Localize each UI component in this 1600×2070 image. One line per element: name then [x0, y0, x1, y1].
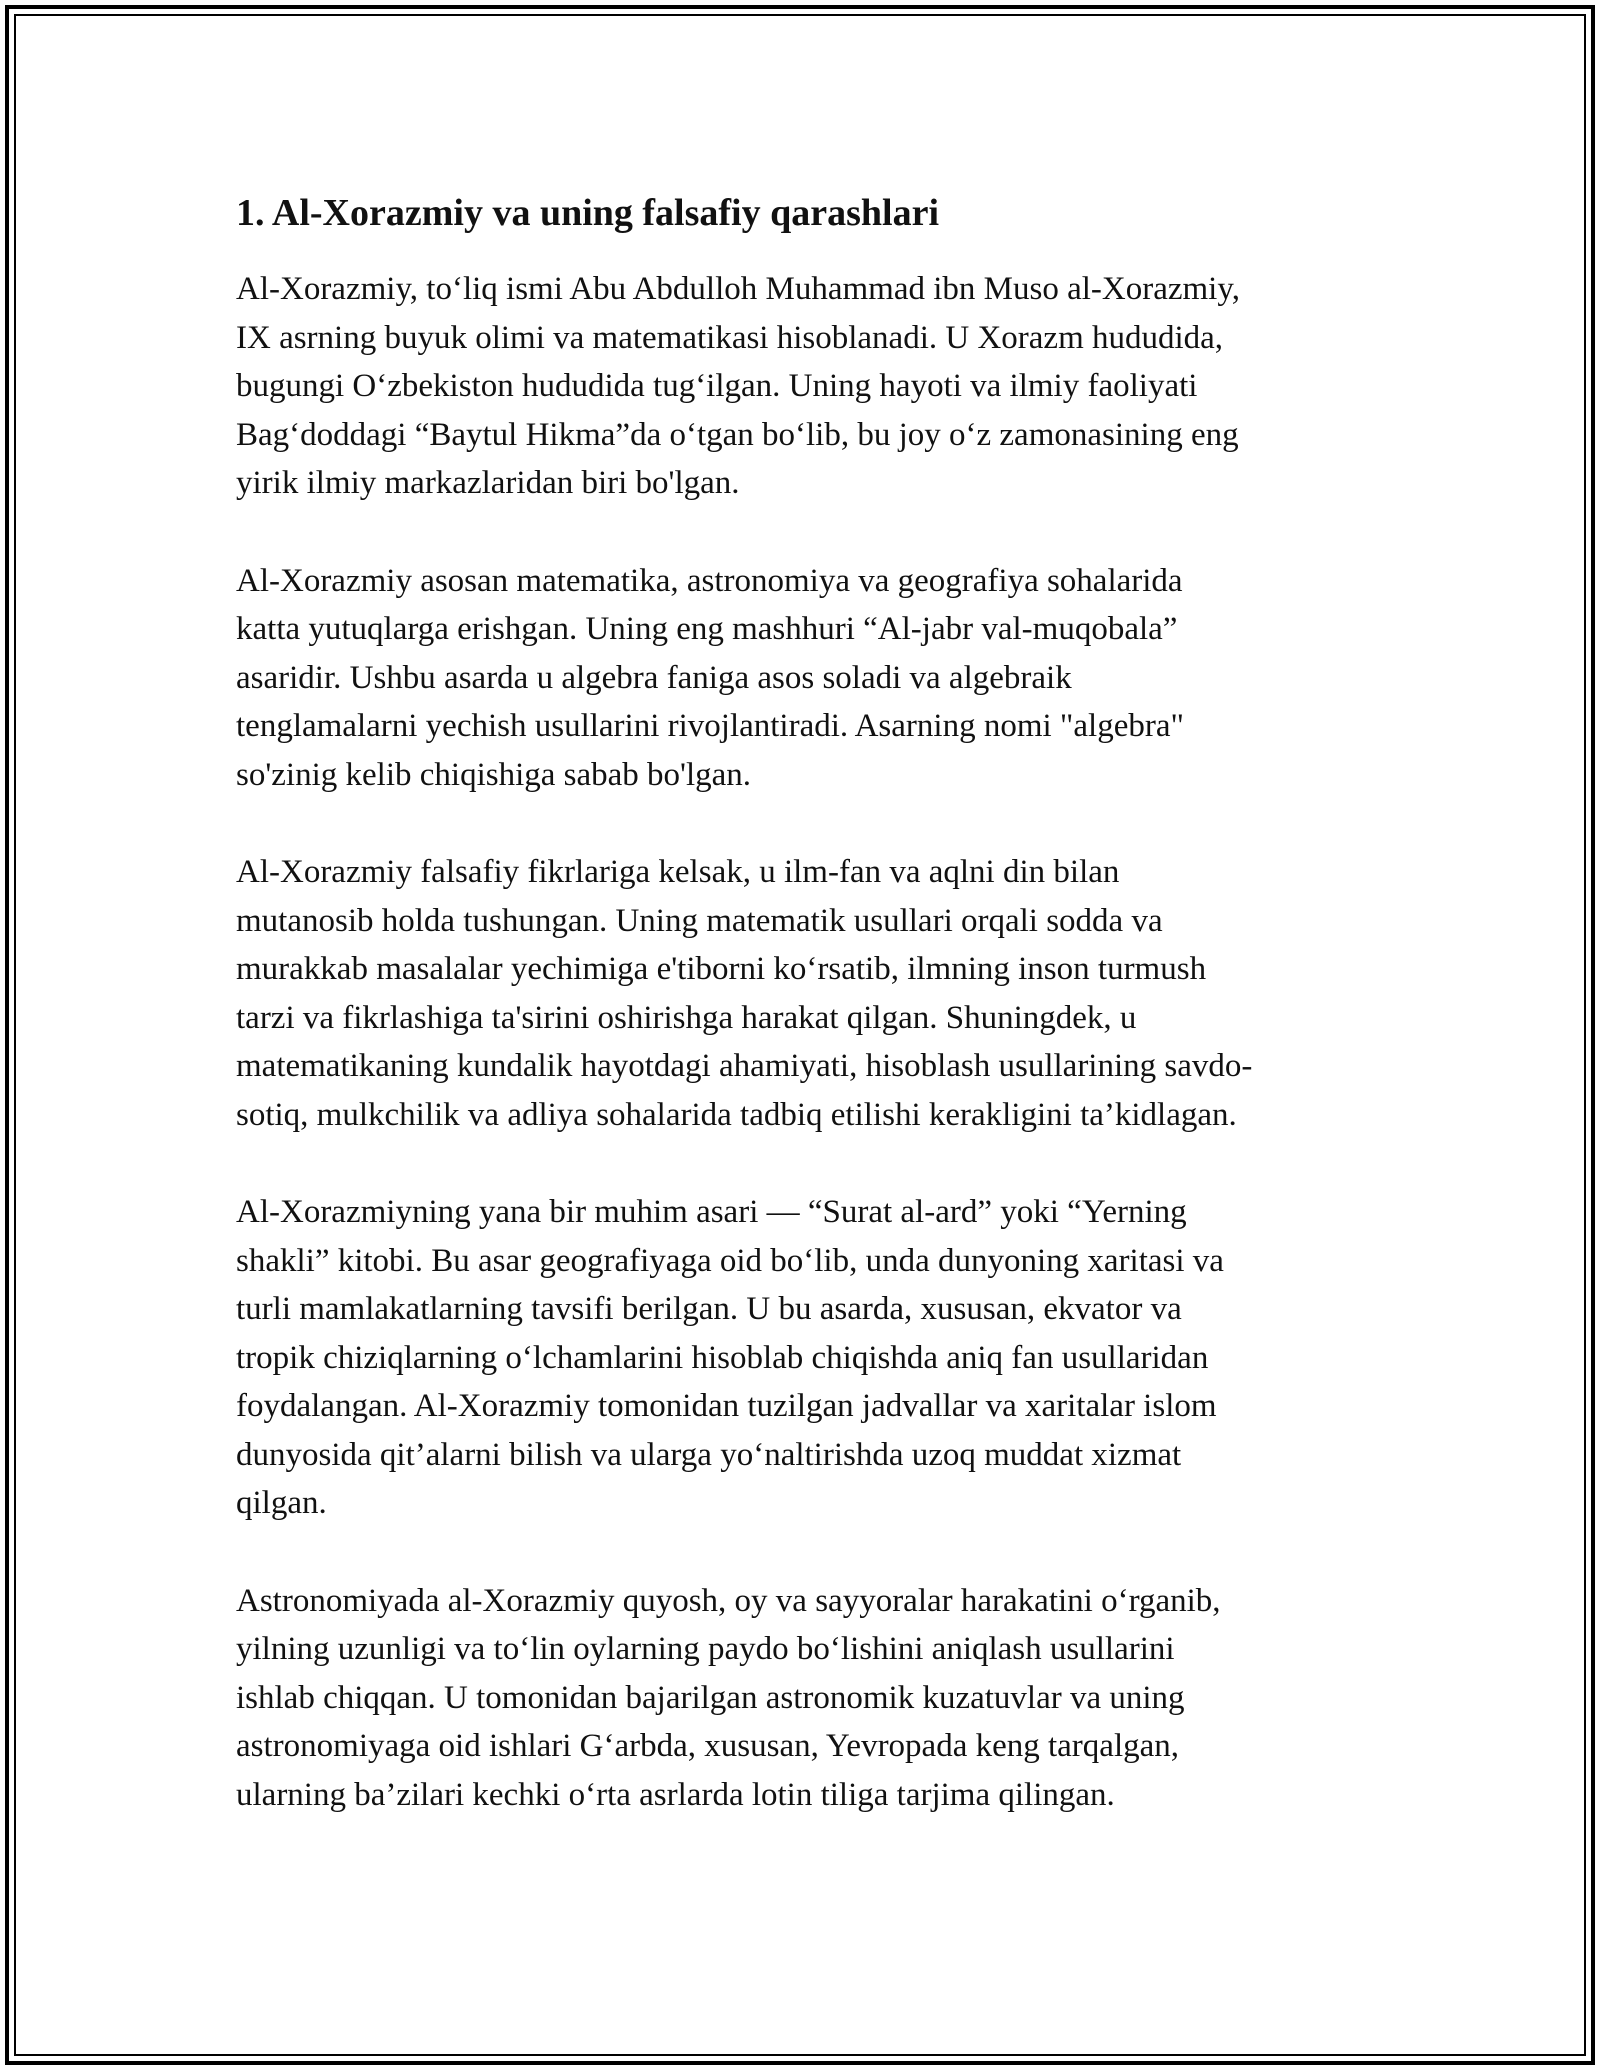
text-line: tarzi va fikrlashiga ta'sirini oshirishga harakat qilgan. Shuningdek, u: [236, 999, 1137, 1036]
text-line: tenglamalarni yechish usullarini rivojlantiradi. Asarning nomi "algebra": [236, 708, 1184, 744]
text-line: ularning ba’zilari kechki o‘rta asrlarda lotin tiliga tarjima qilingan.: [236, 1776, 1115, 1813]
text-line: Al-Xorazmiy asosan matematika, astronomiya va geografiya sohalarida: [236, 562, 1183, 599]
text-line: asaridir. Ushbu asarda u algebra faniga asos soladi va algebraik: [236, 659, 1072, 696]
paragraph-algebra: [236, 557, 1386, 800]
text-line: ishlab chiqqan. U tomonidan bajarilgan astronomik kuzatuvlar va uning: [236, 1679, 1185, 1716]
text-line: foydalangan. Al-Xorazmiy tomonidan tuzilgan jadvallar va xaritalar islom: [236, 1388, 1217, 1424]
section-heading: 1. Al-Xorazmiy va uning falsafiy qarashlari: [236, 192, 940, 234]
text-line: Al-Xorazmiy, to‘liq ismi Abu Abdulloh Muhammad ibn Muso al-Xorazmiy,: [236, 271, 1240, 307]
text-line: yirik ilmiy markazlaridan biri bo'lgan.: [236, 465, 740, 501]
text-line: mutanosib holda tushungan. Uning matematik usullari orqali sodda va: [236, 902, 1163, 939]
text-line: murakkab masalalar yechimiga e'tiborni ko‘rsatib, ilmning inson turmush: [236, 951, 1207, 987]
text-line: Astronomiyada al-Xorazmiy quyosh, oy va sayyoralar harakatini o‘rganib,: [236, 1582, 1221, 1619]
text-line: so'zinig kelib chiqishiga sabab bo'lgan.: [236, 756, 752, 793]
paragraph-astronomy: [236, 1577, 1386, 1820]
text-line: IX asrning buyuk olimi va matematikasi hisoblanadi. U Xorazm hududida,: [236, 319, 1224, 356]
text-line: sotiq, mulkchilik va adliya sohalarida tadbiq etilishi kerakligini ta’kidlagan.: [236, 1096, 1237, 1133]
text-line: yilning uzunligi va to‘lin oylarning paydo bo‘lishini aniqlash usullarini: [236, 1631, 1175, 1667]
text-line: Bag‘doddagi “Baytul Hikma”da o‘tgan bo‘lib, bu joy o‘z zamonasining eng: [236, 416, 1239, 453]
paragraph-philosophy: [236, 848, 1386, 1139]
text-line: tropik chiziqlarning o‘lchamlarini hisoblab chiqishda aniq fan usullaridan: [236, 1339, 1209, 1376]
text-line: turli mamlakatlarning tavsifi berilgan. U bu asarda, xususan, ekvator va: [236, 1291, 1182, 1327]
text-line: astronomiyaga oid ishlari G‘arbda, xususan, Yevropada keng tarqalgan,: [236, 1728, 1180, 1764]
text-line: matematikaning kundalik hayotdagi ahamiyati, hisoblash usullarining savdo-: [236, 1048, 1253, 1084]
paragraph-geography: [236, 1188, 1386, 1528]
text-line: Al-Xorazmiyning yana bir muhim asari — “Surat al-ard” yoki “Yerning: [236, 1194, 1187, 1230]
text-line: katta yutuqlarga erishgan. Uning eng mashhuri “Al-jabr val-muqobala”: [236, 611, 1178, 647]
paragraph-biography: [236, 265, 1386, 508]
text-line: bugungi O‘zbekiston hududida tug‘ilgan. Uning hayoti va ilmiy faoliyati: [236, 368, 1198, 404]
document-body: [236, 185, 1386, 1868]
text-line: shakli” kitobi. Bu asar geografiyaga oid bo‘lib, unda dunyoning xaritasi va: [236, 1242, 1224, 1279]
text-line: qilgan.: [236, 1485, 327, 1521]
text-line: Al-Xorazmiy falsafiy fikrlariga kelsak, u ilm-fan va aqlni din bilan: [236, 854, 1120, 890]
text-line: dunyosida qit’alarni bilish va ularga yo‘naltirishda uzoq muddat xizmat: [236, 1436, 1182, 1473]
